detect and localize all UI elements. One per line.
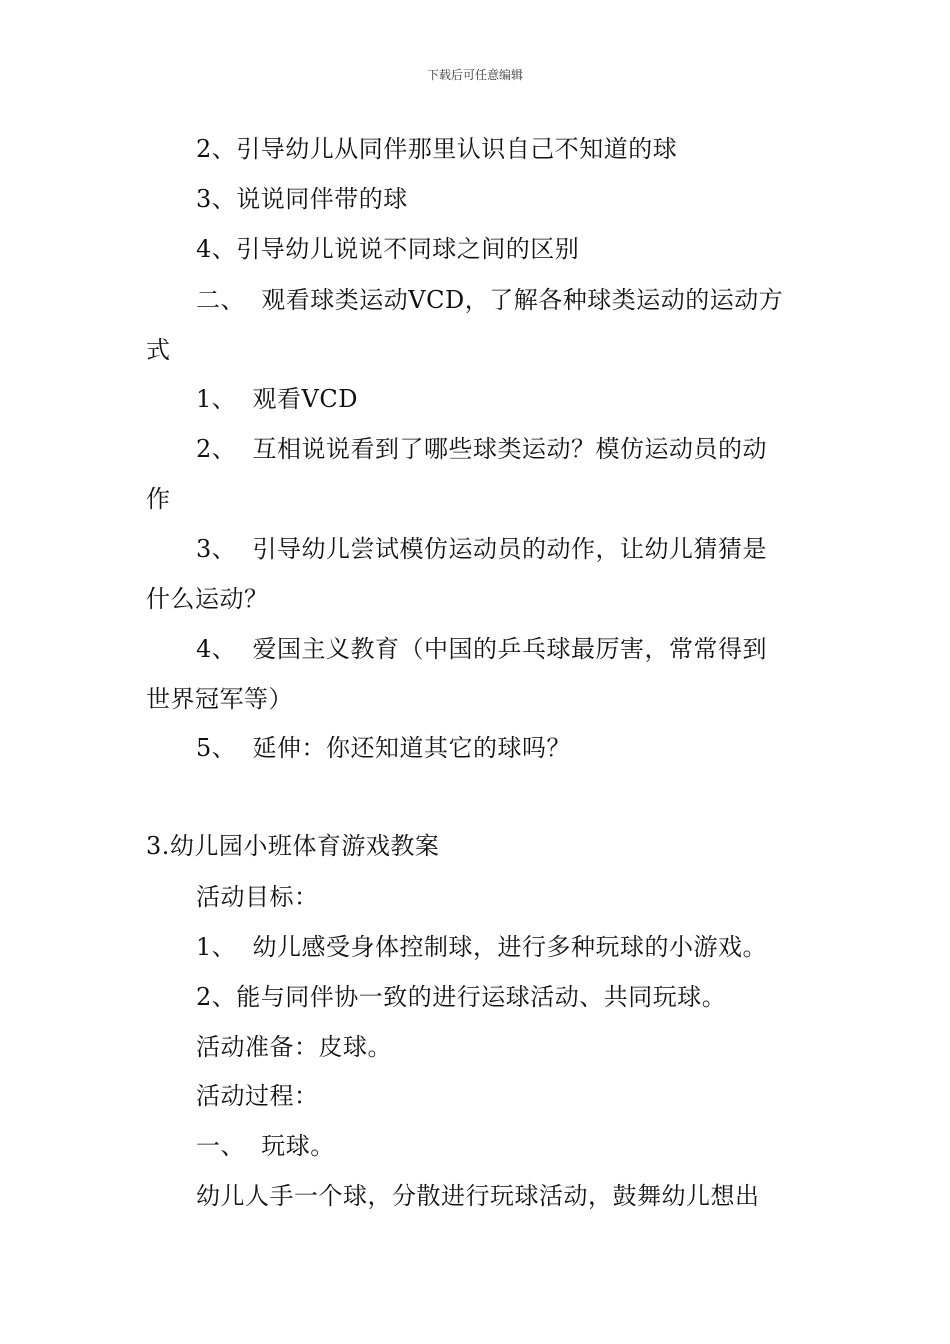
text-line: 世界冠军等）: [146, 685, 293, 713]
section-title: 3.幼儿园小班体育游戏教案: [146, 832, 440, 860]
text-line: 2、引导幼儿从同伴那里认识自己不知道的球: [196, 135, 678, 163]
text-line: 2、 互相说说看到了哪些球类运动？模仿运动员的动: [196, 435, 768, 463]
text-line: 3、说说同伴带的球: [196, 185, 408, 213]
text-line: 式: [146, 336, 171, 364]
text-line: 1、 幼儿感受身体控制球，进行多种玩球的小游戏。: [196, 933, 768, 961]
text-line: 3、 引导幼儿尝试模仿运动员的动作，让幼儿猜猜是: [196, 535, 768, 563]
text-line: 活动目标：: [196, 883, 319, 911]
text-line: 一、 玩球。: [196, 1132, 335, 1160]
text-line: 5、 延伸：你还知道其它的球吗？: [196, 734, 572, 762]
text-line: 2、能与同伴协一致的进行运球活动、共同玩球。: [196, 983, 727, 1011]
text-line: 1、 观看VCD: [196, 385, 358, 413]
text-line: 4、引导幼儿说说不同球之间的区别: [196, 235, 580, 263]
text-line: 什么运动？: [146, 585, 269, 613]
text-line: 活动准备：皮球。: [196, 1033, 392, 1061]
text-line: 二、 观看球类运动VCD，了解各种球类运动的运动方: [196, 286, 784, 314]
text-line: 活动过程：: [196, 1082, 319, 1110]
text-line: 幼儿人手一个球，分散进行玩球活动，鼓舞幼儿想出: [196, 1182, 760, 1210]
text-line: 作: [146, 485, 171, 513]
text-line: 4、 爱国主义教育（中国的乒乓球最厉害，常常得到: [196, 635, 768, 663]
page-header: 下载后可任意编辑: [426, 68, 523, 82]
